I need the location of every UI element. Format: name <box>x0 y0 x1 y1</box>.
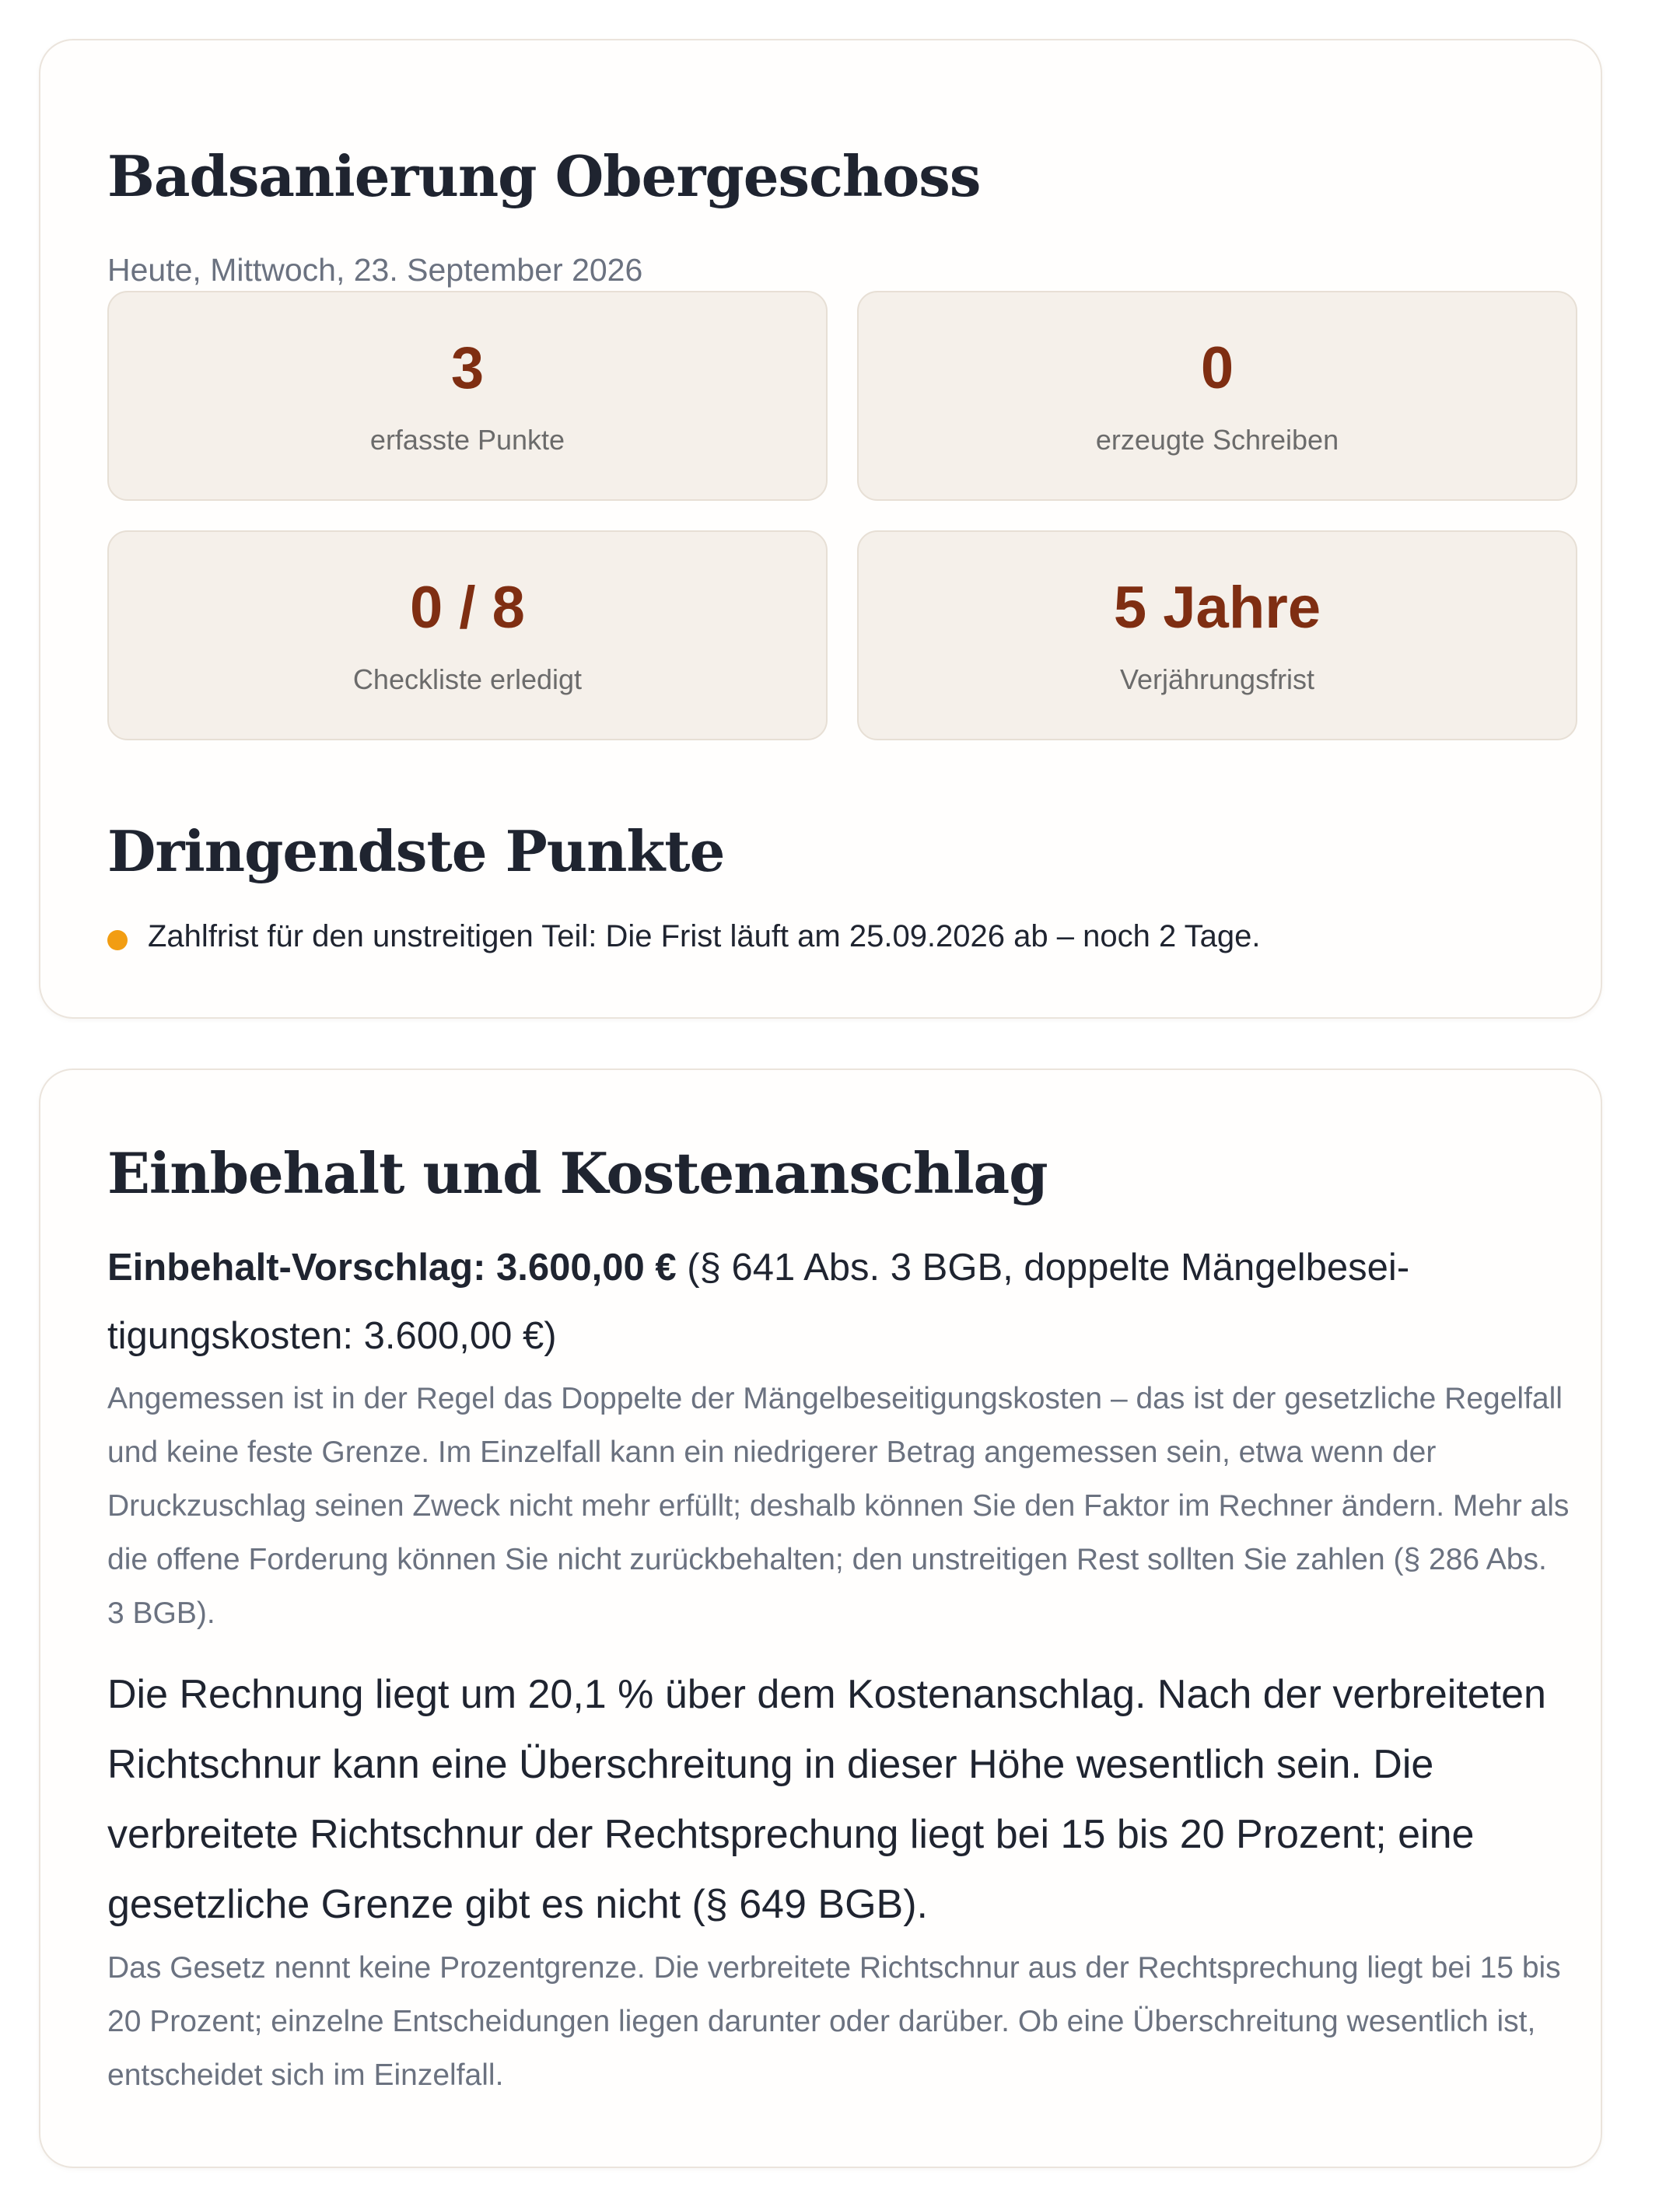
stat-generated-letters[interactable] <box>857 291 1577 501</box>
current-date: Heute, Mittwoch, 23. September 2026 <box>107 252 643 288</box>
retention-heading: Einbehalt und Kostenanschlag <box>107 1140 1048 1206</box>
stat-limitation-period[interactable] <box>857 530 1577 740</box>
stat-checklist-done[interactable] <box>107 530 828 740</box>
estimate-overrun-text: Die Rechnung liegt um 20,1 % über dem Kostenanschlag. Nach der verbreiteten Richtschnur kann eine Überschreitung in dieser Höhe wesentlich sein. Die verbreitete Richtschnur der Rechtsprechung liegt bei 15 bis 20 Prozent; eine gesetzliche Grenze gibt es nicht (§ 649 BGB). <box>107 1672 1546 1927</box>
stat-captured-points[interactable] <box>107 291 828 501</box>
stat-label: erzeugte Schreiben <box>1095 424 1339 456</box>
urgent-heading: Dringendste Punkte <box>107 818 725 884</box>
stat-value: 5 Jahre <box>1113 575 1321 641</box>
stat-label: Verjährungsfrist <box>1119 663 1315 695</box>
retention-card <box>39 1069 1602 2168</box>
proposal-detail: (§ 641 Abs. 3 BGB, doppelte Mängelbeseitigungskosten: 3.600,00 €) <box>107 1247 1410 1357</box>
urgent-list <box>107 915 1260 958</box>
urgent-item[interactable] <box>107 915 1260 958</box>
proposal-amount: Einbehalt-Vorschlag: 3.600,00 € <box>107 1247 677 1289</box>
stat-value: 0 / 8 <box>410 575 525 641</box>
warning-dot-icon <box>107 930 128 950</box>
overview-card <box>39 39 1602 1019</box>
stat-label: erfasste Punkte <box>369 424 565 456</box>
project-title: Badsanierung Obergeschoss <box>107 143 981 209</box>
stat-value: 0 <box>1200 335 1234 401</box>
urgent-item-text: Zahlfrist für den unstreitigen Teil: Die Frist läuft am 25.09.2026 ab – noch 2 Tage. <box>148 919 1261 953</box>
stat-label: Checkliste erledigt <box>352 663 583 695</box>
stat-value: 3 <box>450 335 485 401</box>
overrun-note: Das Gesetz nennt keine Prozentgrenze. Die verbreitete Richtschnur aus der Rechtsprechung liegt bei 15 bis 20 Prozent; einzelne Entscheidungen liegen darunter oder darüber. Ob eine Überschreitung wesentlich ist, entscheidet sich im Einzelfall. <box>107 1951 1561 2092</box>
proposal-note: Angemessen ist in der Regel das Doppelte der Mängelbeseitigungskosten – das ist der gesetzliche Regelfall und keine feste Grenze. Im Einzelfall kann ein niedrigerer Betrag angemessen sein, etwa wenn der Druckzuschlag seinen Zweck nicht mehr erfüllt; deshalb können Sie den Faktor im Rechner ändern. Mehr als die offene Forderung können Sie nicht zurückbehalten; den unstreitigen Rest sollten Sie zahlen (§ 286 Abs. 3 BGB). <box>107 1382 1570 1630</box>
retention-proposal <box>107 1233 1570 1370</box>
